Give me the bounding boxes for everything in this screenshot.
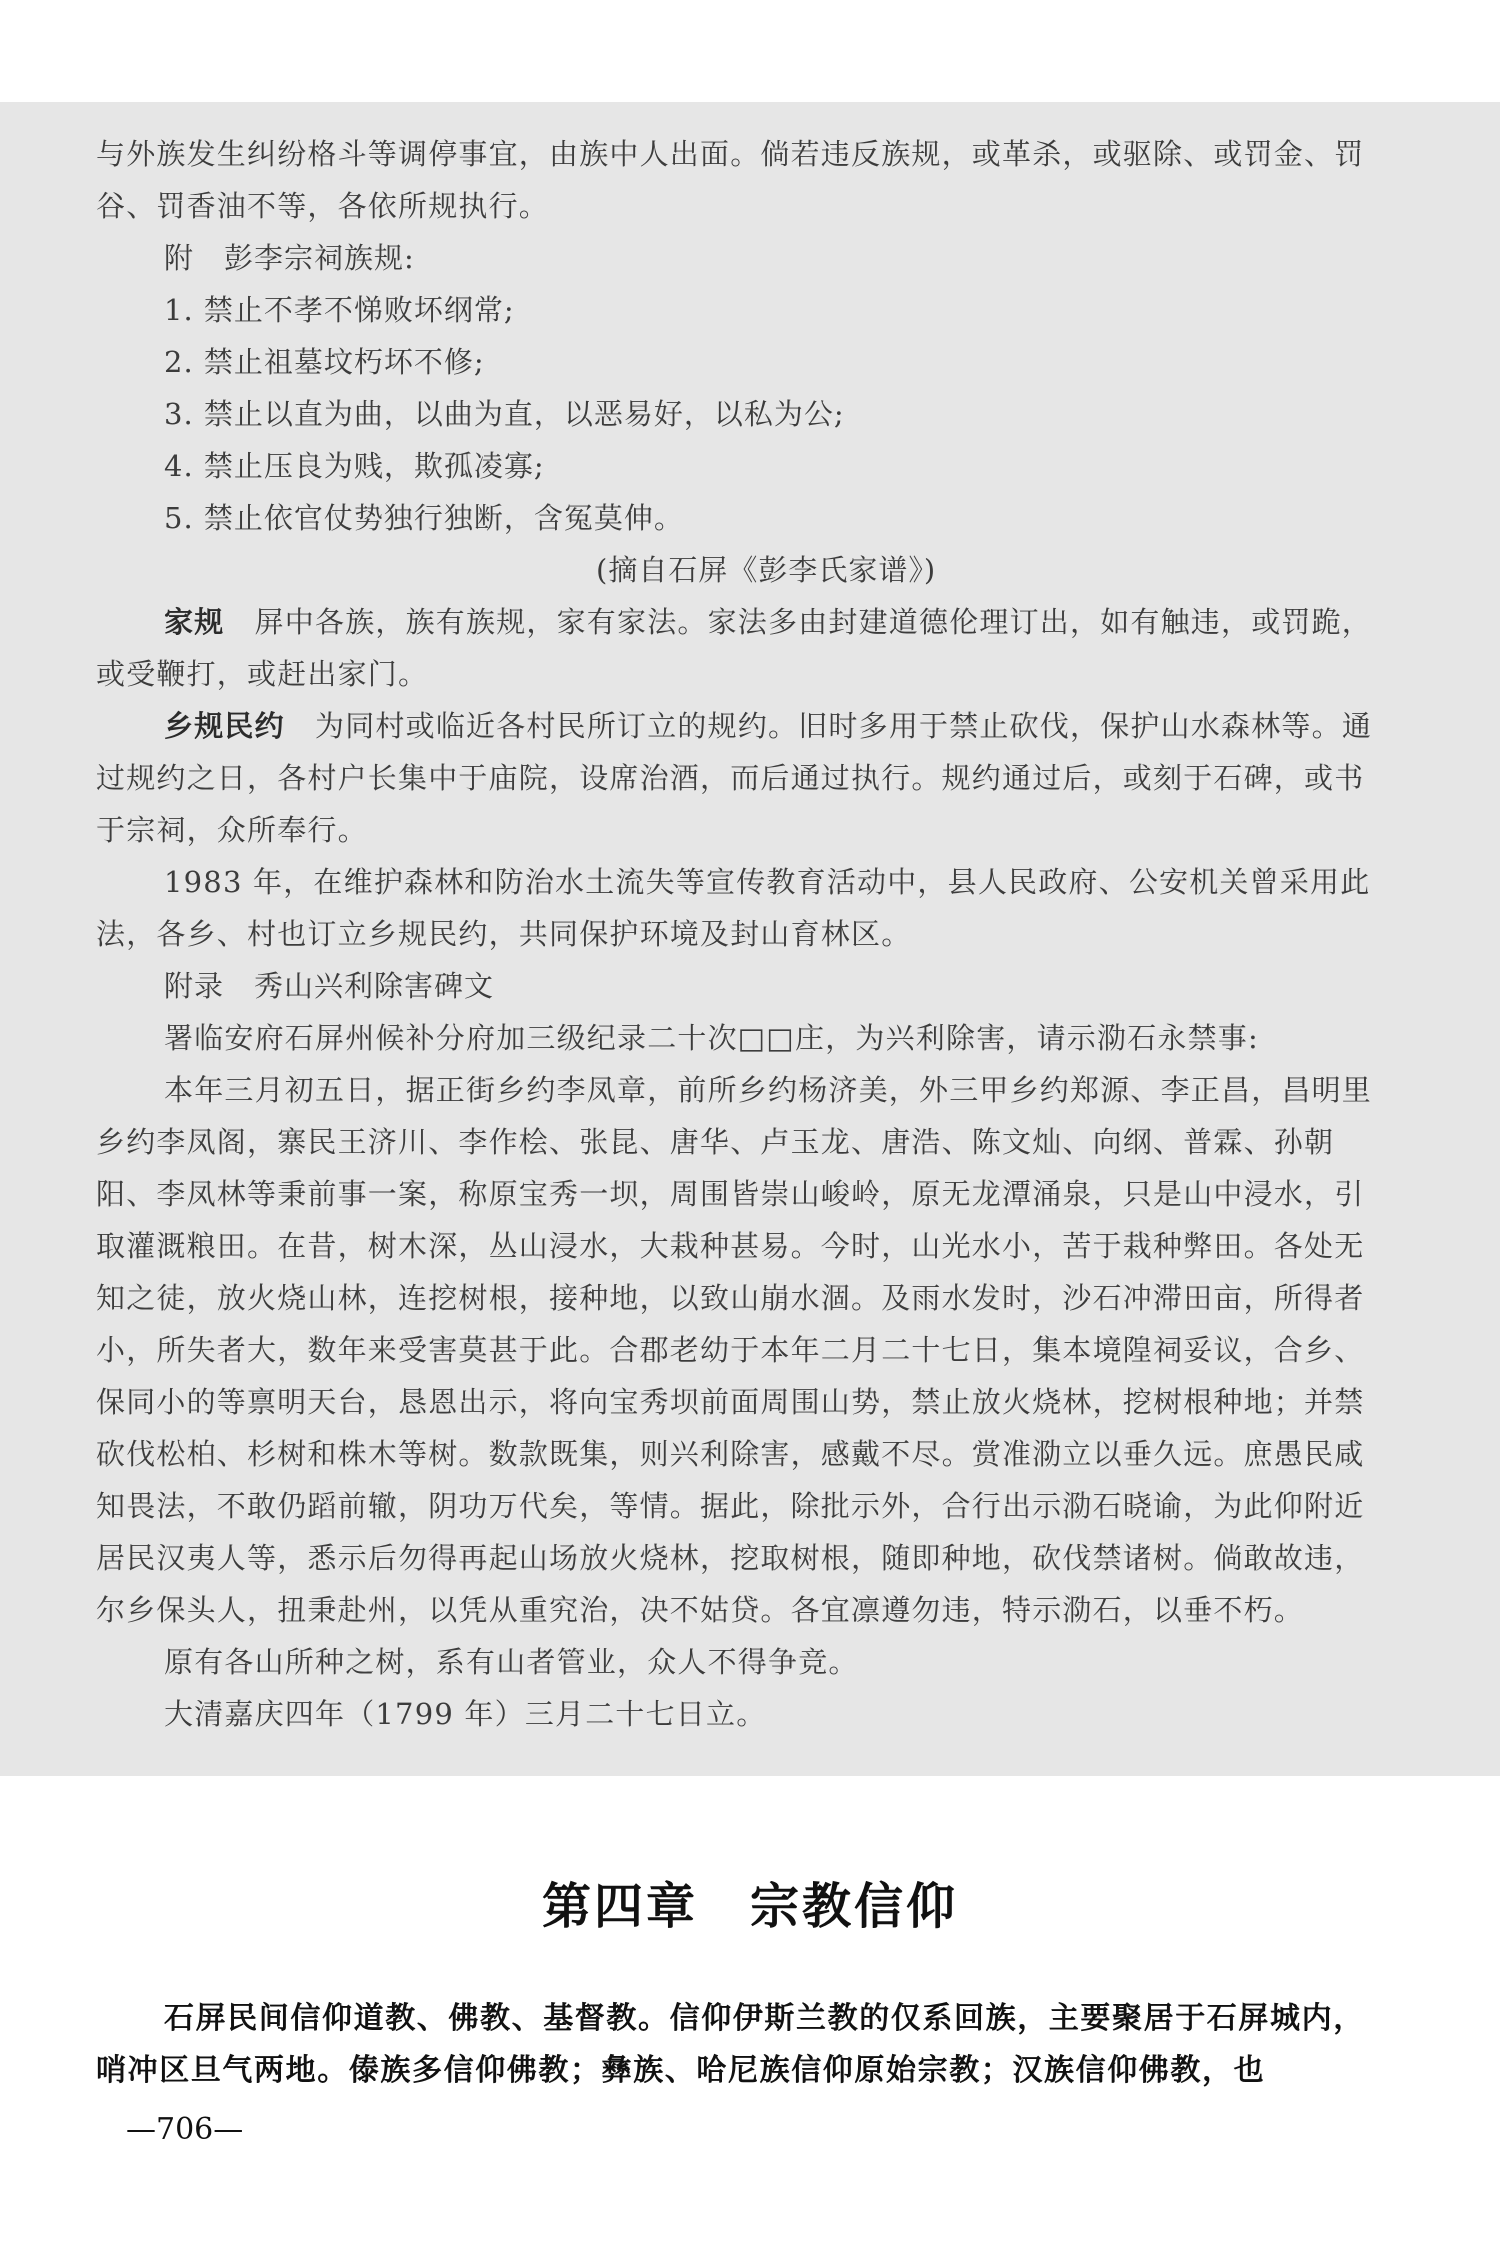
paragraph-family-rules: [96, 596, 1392, 700]
family-rules-term: 家规: [164, 605, 225, 639]
village-rules-text: 为同村或临近各村民所订立的规约。旧时多用于禁止砍伐，保护山水森林等。通过规约之日，各村户长集中于庙院，设席治酒，而后通过执行。规约通过后，或刻于石碑，或书于宗祠，众所奉行。: [96, 709, 1373, 847]
rule-item: 1. 禁止不孝不悌败坏纲常;: [164, 293, 515, 327]
stele-date: 大清嘉庆四年（1799 年）三月二十七日立。: [164, 1697, 767, 1731]
appendix-title: 附 彭李宗祠族规:: [164, 241, 415, 275]
stele-body: 本年三月初五日，据正街乡约李凤章，前所乡约杨济美，外三甲乡约郑源、李正昌，昌明里乡约李凤阁，寨民王济川、李作桧、张昆、唐华、卢玉龙、唐浩、陈文灿、向纲、普霖、孙朝阳、李凤林等秉前事一案，称原宝秀一坝，周围皆崇山峻岭，原无龙潭涌泉，只是山中浸水，引取灌溉粮田。在昔，树木深，丛山浸水，大栽种甚易。今时，山光水小，苦于栽种弊田。各处无知之徒，放火烧山林，连挖树根，接种地，以致山崩水涸。及雨水发时，沙石冲滞田亩，所得者小，所失者大，数年来受害莫甚于此。合郡老幼于本年二月二十七日，集本境隍祠妥议，合乡、保同小的等禀明天台，恳恩出示，将向宝秀坝前面周围山势，禁止放火烧林，挖树根种地；并禁砍伐松柏、杉树和株木等树。数款既集，则兴利除害，感戴不尽。赏准泐立以垂久远。庶愚民咸知畏法，不敢仍蹈前辙，阴功万代矣，等情。据此，除批示外，合行出示泐石晓谕，为此仰附近居民汉夷人等，悉示后勿得再起山场放火烧林，挖取树根，随即种地，砍伐禁诸树。倘敢故违，尔乡保头人，扭秉赴州，以凭从重究治，决不姑贷。各宜凛遵勿违，特示泐石，以垂不朽。: [96, 1073, 1373, 1627]
paragraph-dispute: 与外族发生纠纷格斗等调停事宜，由族中人出面。倘若违反族规，或革杀，或驱除、或罚金、罚谷、罚香油不等，各依所规执行。: [96, 137, 1365, 223]
rule-item: 5. 禁止依官仗势独行独断，含冤莫伸。: [164, 501, 684, 535]
stele-intro: 署临安府石屏州候补分府加三级纪录二十次□□庄，为兴利除害，请示泐石永禁事:: [164, 1021, 1259, 1055]
rule-item: 3. 禁止以直为曲，以曲为直，以恶易好，以私为公;: [164, 397, 845, 431]
village-rules-term: 乡规民约: [164, 709, 285, 743]
paragraph-village-rules: [96, 700, 1392, 856]
stele-note: 原有各山所种之树，系有山者管业，众人不得争竞。: [164, 1645, 859, 1679]
appendix-stele-title: 附录 秀山兴利除害碑文: [164, 969, 495, 1003]
chapter-title: 第四章 宗教信仰: [541, 1877, 958, 1935]
family-rules-text: 屏中各族，族有族规，家有家法。家法多由封建道德伦理订出，如有触违，或罚跪，或受鞭打，或赶出家门。: [96, 605, 1373, 691]
chapter-body: 石屏民间信仰道教、佛教、基督教。信仰伊斯兰教的仅系回族，主要聚居于石屏城内，哨冲区旦气两地。傣族多信仰佛教；彝族、哈尼族信仰原始宗教；汉族信仰佛教，也: [96, 2001, 1365, 2088]
rule-item: 2. 禁止祖墓坟朽坏不修;: [164, 345, 485, 379]
rule-item: 4. 禁止压良为贱，欺孤凌寡;: [164, 449, 545, 483]
page-number: —706—: [126, 2112, 244, 2147]
source-citation: (摘自石屏《彭李氏家谱》): [596, 553, 937, 587]
paragraph-1983: 1983 年，在维护森林和防治水土流失等宣传教育活动中，县人民政府、公安机关曾采用此法，各乡、村也订立乡规民约，共同保护环境及封山育林区。: [96, 865, 1371, 951]
